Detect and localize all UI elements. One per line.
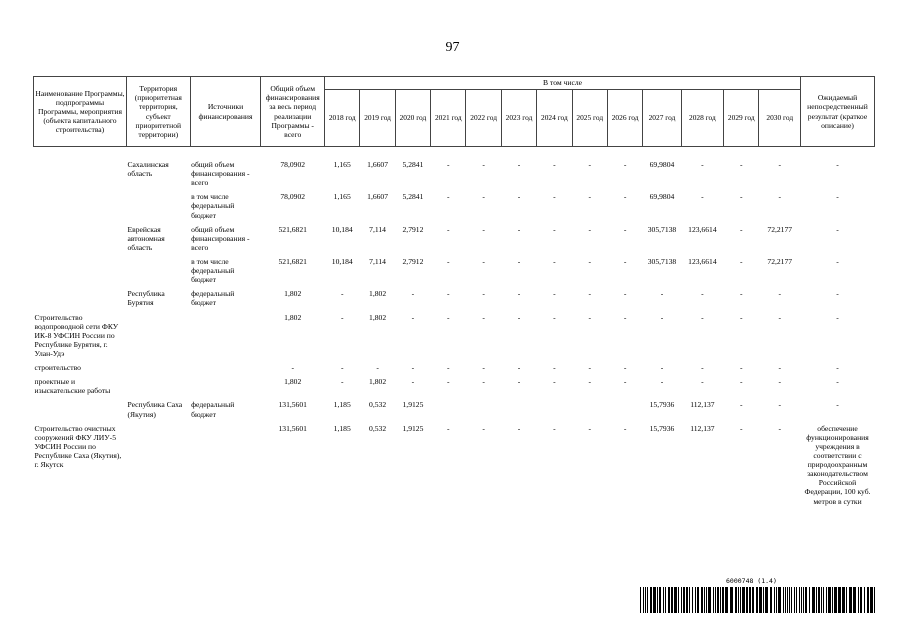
barcode-bar bbox=[849, 587, 852, 613]
barcode-bar bbox=[668, 587, 670, 613]
barcode-bar bbox=[749, 587, 751, 613]
barcode-bar bbox=[828, 587, 831, 613]
cell-year-value: - bbox=[588, 160, 591, 169]
cell-year-value: 2,7912 bbox=[402, 224, 424, 234]
barcode-bar bbox=[730, 587, 733, 613]
barcode-bar bbox=[686, 587, 688, 613]
cell-name bbox=[34, 158, 127, 190]
cell-year-value: 2,7912 bbox=[402, 256, 424, 266]
cell-result: - bbox=[836, 312, 839, 322]
cell-territory bbox=[126, 422, 190, 509]
cell-year-value: - bbox=[740, 377, 743, 387]
cell-result: - bbox=[836, 160, 839, 169]
cell-territory bbox=[126, 375, 190, 398]
cell-year-value: 123,6614 bbox=[688, 224, 717, 234]
cell-name bbox=[34, 255, 127, 287]
cell-source bbox=[190, 422, 261, 509]
barcode-bar bbox=[864, 587, 865, 613]
barcode-bar bbox=[738, 587, 739, 613]
cell-total: 521,6821 bbox=[278, 224, 307, 234]
cell-year-value: - bbox=[740, 160, 743, 169]
barcode-bar bbox=[803, 587, 804, 613]
cell-year-value: - bbox=[740, 423, 743, 433]
header-result: Ожидаемый непосредственный результат (краткое описание) bbox=[801, 77, 875, 147]
cell-result: - bbox=[836, 363, 839, 373]
cell-year-value: 7,114 bbox=[369, 224, 386, 234]
cell-year-value: - bbox=[553, 256, 556, 266]
barcode-bar bbox=[640, 587, 641, 613]
cell-year-value: 1,802 bbox=[369, 289, 387, 299]
cell-result: - bbox=[836, 377, 839, 387]
cell-year-value: - bbox=[623, 160, 627, 169]
cell-year-value: 0,532 bbox=[369, 423, 387, 433]
table-row bbox=[34, 287, 875, 310]
cell-year-value: - bbox=[553, 160, 556, 169]
cell-year-value: 1,802 bbox=[369, 377, 387, 387]
cell-year-value: - bbox=[588, 377, 591, 387]
barcode-bar bbox=[715, 587, 716, 613]
barcode-bar bbox=[704, 587, 705, 613]
table-row bbox=[34, 361, 875, 375]
cell-year-value: 305,7138 bbox=[647, 224, 677, 234]
header-year: 2028 год bbox=[681, 90, 723, 147]
cell-year-value: 5,2841 bbox=[402, 192, 424, 202]
barcode-bar bbox=[657, 587, 658, 613]
cell-year-value: 72,2177 bbox=[767, 224, 793, 234]
barcode-bar bbox=[742, 587, 745, 613]
cell-year-value: - bbox=[660, 312, 664, 322]
cell-year-value: 7,114 bbox=[369, 256, 386, 266]
cell-year-value: - bbox=[482, 289, 485, 299]
cell-year-value bbox=[431, 398, 466, 421]
barcode-bar bbox=[821, 587, 822, 613]
cell-year-value: - bbox=[340, 312, 344, 322]
cell-year-value: - bbox=[701, 289, 704, 299]
cell-year-value: - bbox=[660, 363, 664, 373]
cell-year-value: - bbox=[588, 192, 591, 202]
table-row bbox=[34, 223, 875, 255]
barcode-bar bbox=[783, 587, 784, 613]
barcode-bar bbox=[838, 587, 841, 613]
cell-territory: Сахалинская область bbox=[127, 160, 169, 179]
cell-year-value bbox=[572, 398, 607, 421]
cell-year-value: 1,165 bbox=[333, 160, 351, 169]
barcode-bar bbox=[663, 587, 664, 613]
cell-year-value: 0,532 bbox=[369, 400, 387, 410]
cell-year-value: - bbox=[623, 363, 627, 373]
cell-year-value: - bbox=[740, 289, 743, 299]
header-year: 2027 год bbox=[643, 90, 681, 147]
barcode-bar bbox=[692, 587, 693, 613]
barcode-bar bbox=[842, 587, 845, 613]
barcode-bar bbox=[778, 587, 781, 613]
cell-year-value: - bbox=[778, 400, 781, 410]
cell-year-value: - bbox=[411, 363, 415, 373]
cell-year-value: - bbox=[447, 192, 450, 202]
barcode-image bbox=[640, 587, 877, 613]
cell-name bbox=[34, 287, 127, 310]
barcode-bar bbox=[759, 587, 762, 613]
header-including: В том числе bbox=[325, 77, 801, 90]
barcode-bar bbox=[818, 587, 820, 613]
cell-year-value: - bbox=[778, 289, 781, 299]
cell-year-value: 1,6607 bbox=[367, 160, 389, 169]
barcode-bar bbox=[816, 587, 817, 613]
barcode-bar bbox=[874, 587, 875, 613]
cell-year-value: - bbox=[482, 192, 485, 202]
barcode-bar bbox=[765, 587, 768, 613]
cell-year-value: - bbox=[553, 289, 556, 299]
cell-result: - bbox=[836, 400, 839, 410]
cell-result: - bbox=[836, 224, 839, 234]
header-year: 2026 год bbox=[607, 90, 642, 147]
cell-year-value: - bbox=[553, 423, 556, 433]
header-year: 2022 год bbox=[466, 90, 501, 147]
cell-total: 1,802 bbox=[284, 377, 302, 387]
cell-year-value: 1,9125 bbox=[402, 423, 424, 433]
barcode-bar bbox=[776, 587, 777, 613]
barcode-bar bbox=[787, 587, 788, 613]
barcode-bar bbox=[805, 587, 807, 613]
barcode-bar bbox=[763, 587, 764, 613]
cell-year-value: - bbox=[588, 423, 591, 433]
barcode-bar bbox=[756, 587, 758, 613]
barcode-bar bbox=[650, 587, 652, 613]
barcode-bar bbox=[770, 587, 772, 613]
cell-year-value: - bbox=[701, 160, 704, 169]
cell-total: 1,802 bbox=[284, 312, 302, 322]
barcode-bar bbox=[796, 587, 797, 613]
barcode-bar bbox=[725, 587, 728, 613]
table-row bbox=[34, 190, 875, 222]
barcode-label: 6000748 (1.4) bbox=[726, 577, 777, 585]
cell-year-value: - bbox=[623, 377, 627, 387]
barcode-bar bbox=[671, 587, 673, 613]
cell-year-value: - bbox=[482, 256, 485, 266]
barcode-bar bbox=[860, 587, 862, 613]
header-year: 2021 год bbox=[431, 90, 466, 147]
cell-year-value: - bbox=[660, 289, 664, 299]
header-year: 2019 год bbox=[360, 90, 395, 147]
barcode-bar bbox=[789, 587, 790, 613]
cell-year-value: 69,9804 bbox=[649, 160, 675, 169]
cell-year-value: - bbox=[517, 256, 521, 266]
cell-source bbox=[190, 361, 261, 375]
barcode-bar bbox=[647, 587, 648, 613]
cell-year-value: - bbox=[517, 363, 521, 373]
cell-year-value: 10,184 bbox=[331, 224, 353, 234]
cell-year-value: 1,165 bbox=[333, 192, 351, 202]
barcode-bar bbox=[695, 587, 696, 613]
header-year: 2029 год bbox=[724, 90, 759, 147]
cell-year-value: - bbox=[517, 224, 521, 234]
cell-year-value: - bbox=[340, 377, 344, 387]
cell-result: - bbox=[836, 289, 839, 299]
cell-year-value: - bbox=[623, 224, 627, 234]
cell-total: 1,802 bbox=[284, 289, 302, 299]
cell-name: проектные и изыскательские работы bbox=[34, 377, 111, 396]
barcode-bar bbox=[645, 587, 646, 613]
cell-territory bbox=[126, 255, 190, 287]
barcode-bar bbox=[708, 587, 711, 613]
cell-year-value bbox=[501, 398, 536, 421]
cell-year-value: - bbox=[411, 312, 415, 322]
barcode-bar bbox=[722, 587, 724, 613]
cell-year-value: - bbox=[447, 224, 450, 234]
table-row bbox=[34, 398, 875, 421]
cell-year-value: - bbox=[411, 289, 415, 299]
cell-year-value: - bbox=[778, 192, 781, 202]
cell-year-value: - bbox=[447, 256, 450, 266]
cell-year-value: - bbox=[376, 363, 379, 373]
cell-year-value: - bbox=[482, 363, 485, 373]
cell-year-value: 69,9804 bbox=[649, 192, 675, 202]
cell-year-value: - bbox=[701, 363, 704, 373]
cell-year-value: - bbox=[447, 377, 450, 387]
cell-name: Строительство водопроводной сети ФКУ ИК-8 УФСИН России по Республике Бурятия, г. Улан-Удэ bbox=[34, 312, 119, 358]
cell-source: в том числе федеральный бюджет bbox=[191, 192, 235, 220]
header-name: Наименование Программы, подпрограммы Программы, мероприятия (объекта капитального строительства) bbox=[34, 77, 127, 147]
cell-year-value: 1,6607 bbox=[367, 192, 389, 202]
cell-source bbox=[190, 311, 261, 362]
cell-source: общий объем финансирования - всего bbox=[191, 160, 250, 188]
cell-year-value: - bbox=[447, 289, 450, 299]
barcode-bar bbox=[834, 587, 837, 613]
barcode-bar bbox=[826, 587, 827, 613]
cell-year-value: - bbox=[517, 423, 521, 433]
cell-year-value: - bbox=[482, 377, 485, 387]
cell-year-value: 123,6614 bbox=[688, 256, 717, 266]
cell-year-value: - bbox=[340, 363, 344, 373]
cell-year-value: - bbox=[517, 377, 521, 387]
cell-year-value: - bbox=[778, 160, 781, 169]
cell-year-value: - bbox=[623, 423, 627, 433]
cell-year-value: - bbox=[740, 256, 743, 266]
cell-year-value: - bbox=[588, 256, 591, 266]
cell-year-value: 10,184 bbox=[331, 256, 353, 266]
cell-year-value: - bbox=[553, 312, 556, 322]
cell-result: обеспечение функционирования учреждения в соответствии с природоохранным законодательством Российской Федерации, 100 куб. метров в сутки bbox=[804, 423, 871, 506]
barcode-bar bbox=[746, 587, 748, 613]
cell-name: Строительство очистных сооружений ФКУ ЛИУ-5 УФСИН России по Республике Саха (Якутия), г. Якутск bbox=[34, 423, 122, 470]
cell-year-value bbox=[537, 398, 572, 421]
barcode-bar bbox=[858, 587, 859, 613]
cell-year-value bbox=[607, 398, 642, 421]
cell-year-value: - bbox=[623, 312, 627, 322]
cell-year-value: 1,9125 bbox=[402, 400, 424, 410]
header-year: 2030 год bbox=[759, 90, 801, 147]
cell-territory bbox=[126, 361, 190, 375]
cell-year-value: - bbox=[740, 224, 743, 234]
cell-year-value: 72,2177 bbox=[767, 256, 793, 266]
cell-year-value: - bbox=[778, 363, 781, 373]
barcode-bar bbox=[689, 587, 690, 613]
cell-year-value: - bbox=[482, 224, 485, 234]
cell-year-value: - bbox=[553, 224, 556, 234]
cell-source: федеральный бюджет bbox=[191, 289, 235, 308]
barcode-bar bbox=[697, 587, 699, 613]
cell-year-value: 15,7936 bbox=[649, 423, 675, 433]
header-year: 2023 год bbox=[501, 90, 536, 147]
cell-year-value: - bbox=[588, 363, 591, 373]
barcode-bar bbox=[752, 587, 754, 613]
cell-total: 78,0902 bbox=[280, 192, 306, 202]
cell-year-value: - bbox=[588, 224, 591, 234]
cell-territory bbox=[126, 190, 190, 222]
barcode-bar bbox=[713, 587, 714, 613]
cell-year-value: - bbox=[588, 289, 591, 299]
barcode-bar bbox=[794, 587, 795, 613]
barcode-bar bbox=[681, 587, 682, 613]
table-row bbox=[34, 255, 875, 287]
cell-year-value: - bbox=[701, 192, 704, 202]
barcode-bar bbox=[665, 587, 666, 613]
cell-year-value: - bbox=[553, 377, 556, 387]
cell-result: - bbox=[836, 256, 839, 266]
cell-year-value: - bbox=[588, 312, 591, 322]
barcode-bar bbox=[720, 587, 721, 613]
cell-name bbox=[34, 398, 127, 421]
cell-year-value: - bbox=[482, 160, 485, 169]
page-number: 97 bbox=[445, 40, 460, 55]
financing-table bbox=[33, 76, 875, 509]
cell-source: общий объем финансирования - всего bbox=[191, 224, 250, 252]
cell-year-value: - bbox=[553, 192, 556, 202]
cell-year-value: - bbox=[740, 192, 743, 202]
cell-year-value: - bbox=[740, 312, 743, 322]
header-year: 2024 год bbox=[537, 90, 572, 147]
header-year: 2025 год bbox=[572, 90, 607, 147]
barcode-bar bbox=[774, 587, 775, 613]
cell-year-value: - bbox=[482, 312, 485, 322]
cell-year-value: - bbox=[447, 423, 450, 433]
barcode-bar bbox=[643, 587, 644, 613]
table-row bbox=[34, 158, 875, 190]
cell-year-value: - bbox=[740, 400, 743, 410]
cell-year-value: - bbox=[517, 160, 521, 169]
cell-year-value: - bbox=[740, 363, 743, 373]
cell-territory: Республика Бурятия bbox=[127, 289, 165, 308]
barcode-bar bbox=[853, 587, 856, 613]
barcode-bar bbox=[870, 587, 873, 613]
header-territory: Территория (приоритетная территория, субъект приоритетной территории) bbox=[126, 77, 190, 147]
barcode-bar bbox=[678, 587, 679, 613]
barcode-bar bbox=[801, 587, 802, 613]
cell-total: 131,5601 bbox=[278, 400, 307, 410]
table-row bbox=[34, 311, 875, 362]
cell-year-value: - bbox=[778, 377, 781, 387]
cell-year-value: - bbox=[701, 377, 704, 387]
header-sources: Источники финансирования bbox=[190, 77, 261, 147]
cell-year-value: - bbox=[517, 192, 521, 202]
cell-year-value: - bbox=[778, 312, 781, 322]
cell-total: 521,6821 bbox=[278, 256, 307, 266]
cell-year-value: - bbox=[623, 192, 627, 202]
cell-territory: Республика Саха (Якутия) bbox=[127, 400, 183, 419]
cell-year-value: - bbox=[411, 377, 415, 387]
barcode-bar bbox=[809, 587, 810, 613]
cell-year-value bbox=[466, 398, 501, 421]
table-row bbox=[34, 375, 875, 398]
cell-result: - bbox=[836, 192, 839, 202]
header-total: Общий объем финансирования за весь период реализации Программы - всего bbox=[261, 77, 325, 147]
cell-source: федеральный бюджет bbox=[191, 400, 235, 419]
cell-year-value: 112,137 bbox=[690, 423, 715, 433]
cell-source bbox=[190, 375, 261, 398]
barcode-bar bbox=[735, 587, 737, 613]
barcode-bar bbox=[659, 587, 661, 613]
cell-year-value: - bbox=[778, 423, 781, 433]
barcode-bar bbox=[701, 587, 703, 613]
cell-year-value: - bbox=[482, 423, 485, 433]
cell-territory bbox=[126, 311, 190, 362]
cell-year-value: 1,185 bbox=[333, 423, 351, 433]
cell-year-value: 1,185 bbox=[333, 400, 351, 410]
barcode-bar bbox=[846, 587, 847, 613]
cell-name: строительство bbox=[34, 363, 81, 373]
barcode-bar bbox=[674, 587, 677, 613]
cell-year-value: - bbox=[517, 312, 521, 322]
cell-year-value: - bbox=[447, 312, 450, 322]
cell-year-value: - bbox=[660, 377, 664, 387]
barcode-bar bbox=[653, 587, 656, 613]
barcode-bar bbox=[785, 587, 786, 613]
cell-year-value: 112,137 bbox=[690, 400, 715, 410]
cell-year-value: - bbox=[701, 312, 704, 322]
barcode-bar bbox=[832, 587, 833, 613]
cell-name bbox=[34, 190, 127, 222]
barcode-bar bbox=[867, 587, 869, 613]
barcode-bar bbox=[717, 587, 719, 613]
cell-year-value: 305,7138 bbox=[647, 256, 677, 266]
cell-year-value: - bbox=[340, 289, 344, 299]
barcode-bar bbox=[799, 587, 800, 613]
cell-year-value: 1,802 bbox=[369, 312, 387, 322]
barcode-bar bbox=[812, 587, 815, 613]
barcode-bar bbox=[791, 587, 792, 613]
cell-territory: Еврейская автономная область bbox=[127, 224, 165, 252]
cell-name bbox=[34, 223, 127, 255]
barcode-bar bbox=[823, 587, 824, 613]
barcode-bar bbox=[740, 587, 741, 613]
cell-year-value: 5,2841 bbox=[402, 160, 424, 169]
cell-total: 131,5601 bbox=[278, 423, 307, 433]
cell-source: в том числе федеральный бюджет bbox=[191, 256, 235, 285]
cell-year-value: - bbox=[517, 289, 521, 299]
cell-year-value: 15,7936 bbox=[649, 400, 675, 410]
cell-total: 78,0902 bbox=[280, 160, 306, 169]
header-year: 2020 год bbox=[395, 90, 430, 147]
cell-year-value: - bbox=[623, 256, 627, 266]
cell-total: - bbox=[291, 363, 294, 373]
cell-year-value: - bbox=[447, 160, 450, 169]
cell-year-value: - bbox=[447, 363, 450, 373]
table-row bbox=[34, 422, 875, 509]
cell-year-value: - bbox=[553, 363, 556, 373]
barcode-bar bbox=[706, 587, 707, 613]
cell-year-value: - bbox=[623, 289, 627, 299]
barcode-bar bbox=[683, 587, 685, 613]
header-year: 2018 год bbox=[325, 90, 360, 147]
